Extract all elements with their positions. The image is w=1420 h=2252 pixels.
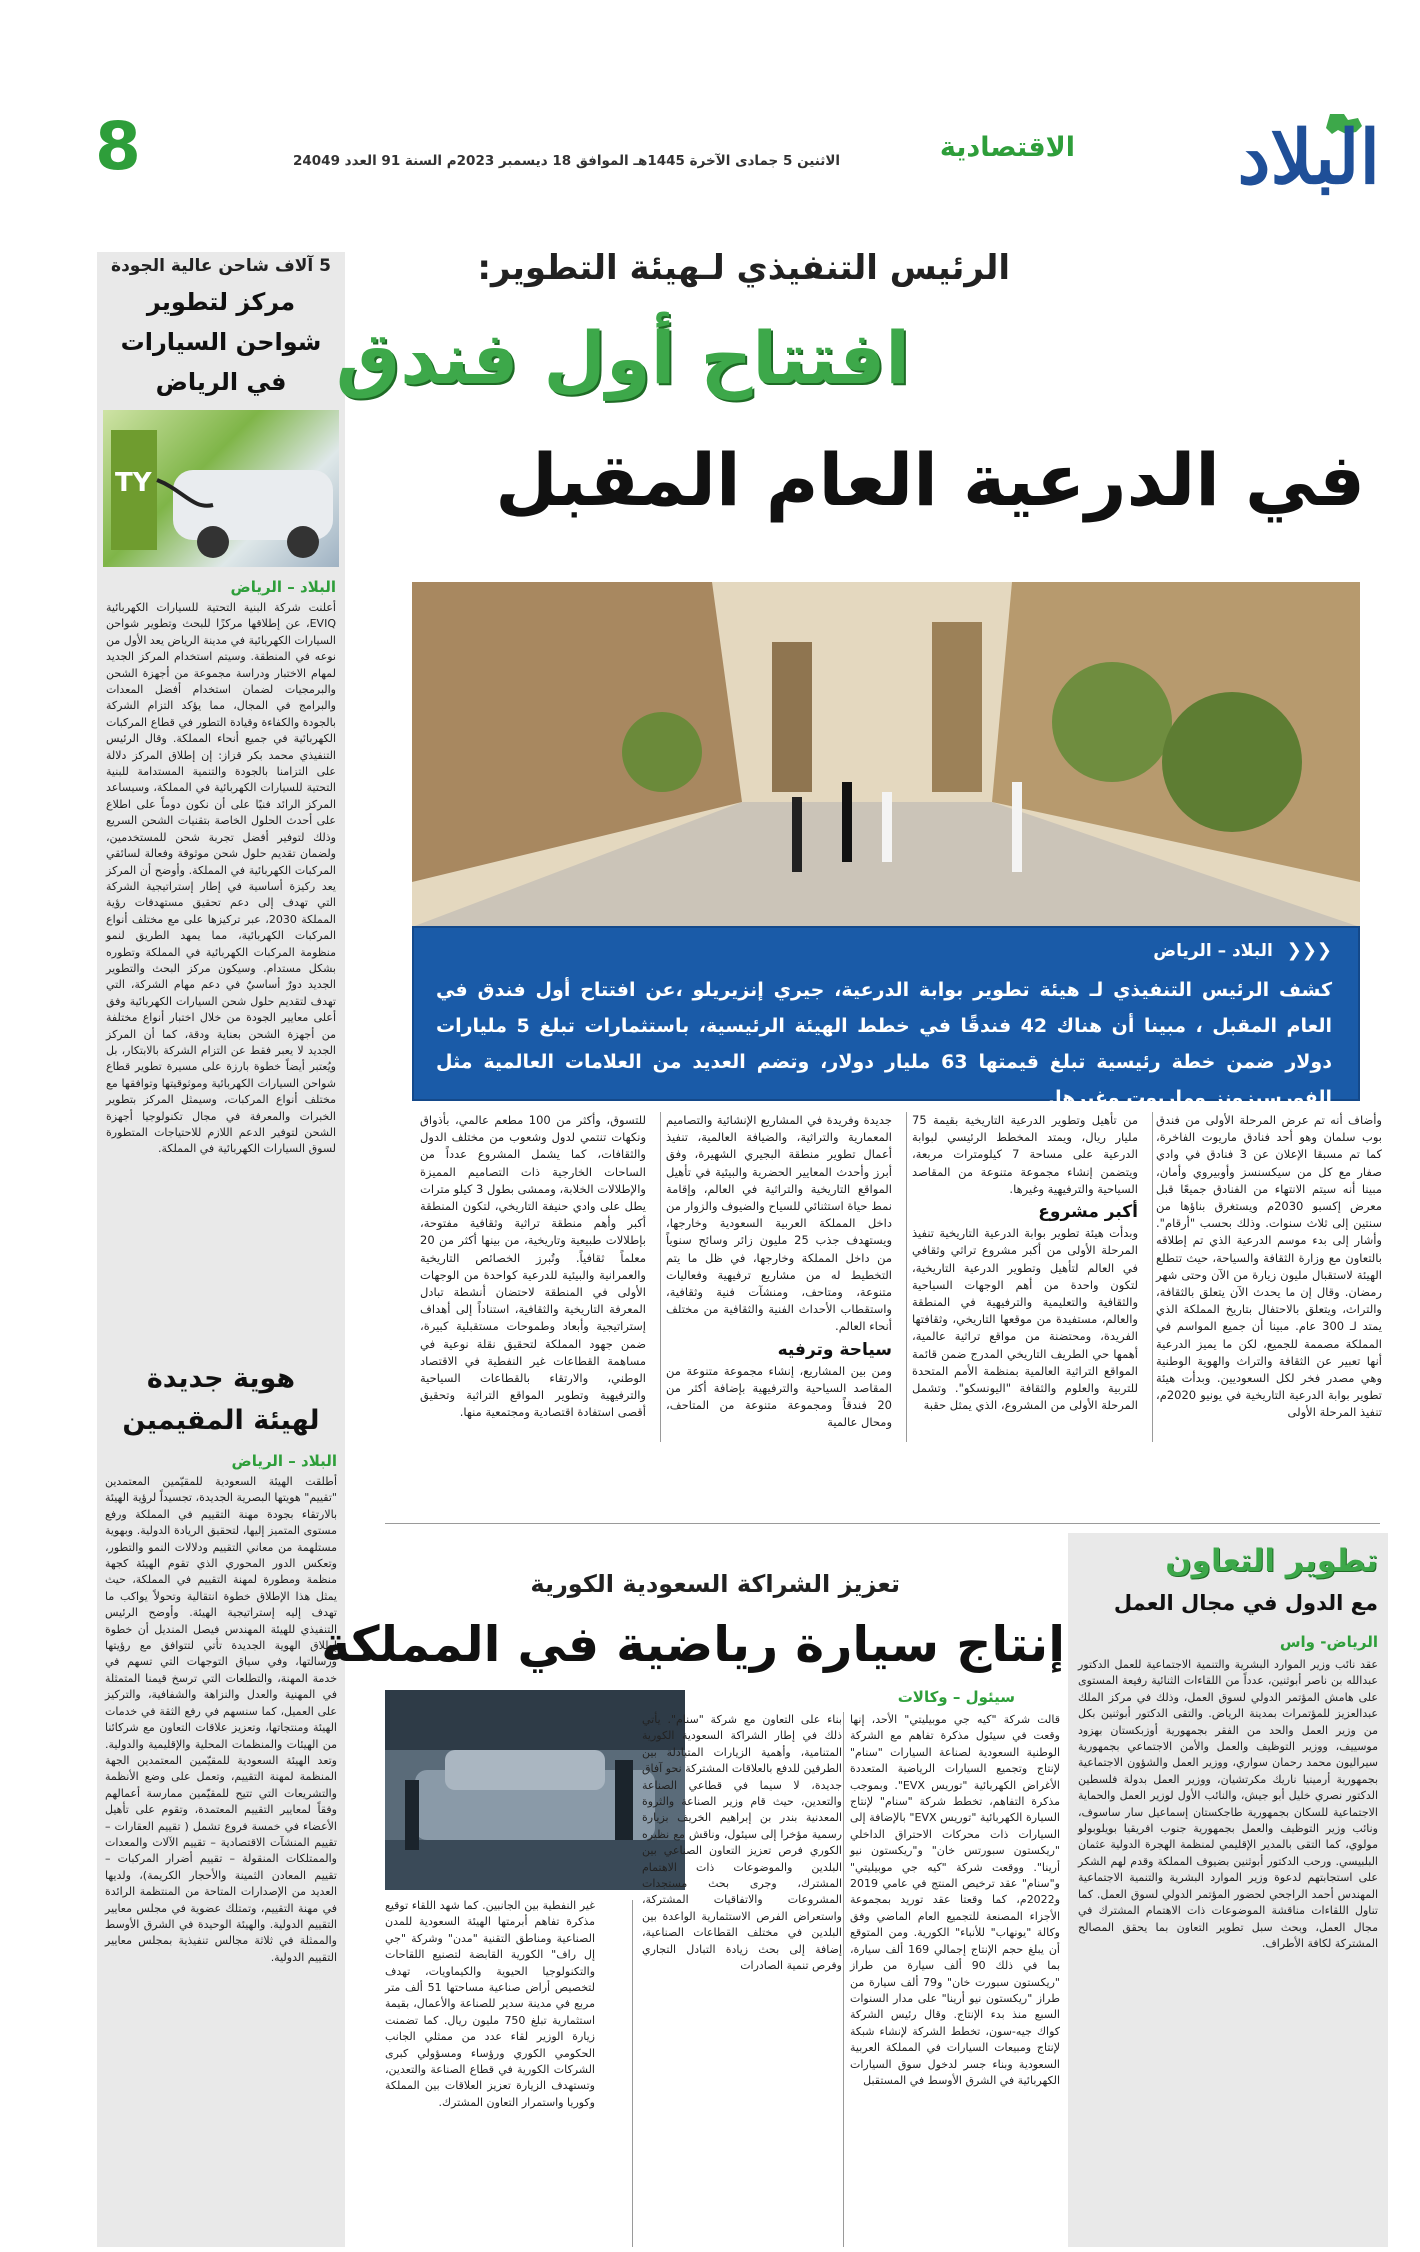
- diriyah-street-icon: [412, 582, 1360, 927]
- lead-headline-2: في الدرعية العام المقبل: [495, 438, 1365, 522]
- lead-col-2-text-a: من تأهيل وتطوير الدرعية التاريخية بقيمة 75 مليار ريال، ويمتد المخطط الرئيسي لبوابة الدرعية على مساحة 7 كيلومترات مربعة، ويتضمن إنشاء مجموعة متنوعة من المقاصد السياحية والترفيهية وغيرها.: [912, 1113, 1138, 1196]
- car-col-2: [642, 1712, 842, 1978]
- column-divider: [632, 1900, 633, 2247]
- lead-col-3-text-b: ومن بين المشاريع، إنشاء مجموعة متنوعة من المقاصد السياحية والترفيهية بإضافة أكثر من 20 فندقاً ومجموعة متنوعة من المتاحف، ومحال عالمية: [666, 1363, 892, 1430]
- car-factory-icon: [385, 1690, 685, 1890]
- labor-body: عقد نائب وزير الموارد البشرية والتنمية الاجتماعية للعمل الدكتور عبدالله بن ناصر أبوثنين، عدداً من اللقاءات الثنائية رفيعة المستوى على هامش المؤتمر الدولي لسوق العمل، وذلك في مركز الملك عبدالعزيز للمؤتمرات بمدينة الرياض. والتقى الدكتور أبوثنين بكل من وزير العمل والحد من الفقر بجمهورية أوزبكستان بهزود موسييف، ووزير التوظيف والعمل والأمن الاجتماعي بجمهورية سيراليون محمد رحمان سواري، ووزير العمل والشؤون الاجتماعية بجمهورية أرمينيا ناريك مكرتشيان، ووزير العمل بدولة فلسطين الدكتور نصري خليل أبو جيش، والنائب الأول لوزير العمل والحماية الاجتماعية للسكان بجمهورية طاجكستان إسماعيل سار ساسوف، ونائب وزير التوظيف والعمل بجمهورية جنوب افريقيا بويلوبولو مولوي، كما التقى بالمدير الإقليمي لمنظمة الهجرة الدولية عثمان البلبيسي. ورحب الدكتور أبوثنين بضيوف المملكة وقدم لهم الشكر على استجابتهم لدعوة وزير الموارد البشرية والتنمية الاجتماعية المهندس أحمد الراجحي لحضور المؤتمر الدولي لسوق العمل. كما تناول اللقاءات مناقشة الموضوعات ذات الاهتمام المشترك في مجال العمل، وبحث سبل تطوير التعاون بما يحقق المصالح المشتركة لكافة الأطراف.: [1078, 1658, 1378, 1950]
- lead-col-3-text-a: جديدة وفريدة في المشاريع الإنشائية والتصاميم المعمارية والتراثية، والضيافة العالمية، تنفيذ أعمال تطوير منطقة البجيري الشهيرة، وفق أبرز وأحدث المعايير الحضرية والبيئية في تأهيل المواقع التاريخية والتراثية في العالم، وإقامة نمط حياة استثنائي للسياح والضيوف والزوار من داخل المملكة العربية السعودية وخارجها، ويستهدف جذب 25 مليون زائر وسائح سنوياً من داخل المملكة وخارجها، في ظل ما يتم التخطيط له من مشاريع ترفيهية وفعاليات متنوعة، ومتاحف، ومنشآت فنية وثقافية، واستقطاب الأحداث الفنية والثقافية من مختلف أنحاء العالم.: [666, 1113, 892, 1334]
- labor-headline: تطوير التعاون: [1165, 1543, 1378, 1579]
- lead-headline-1: افتتاح أول فندق: [335, 316, 910, 400]
- car-headline: إنتاج سيارة رياضية في المملكة: [321, 1616, 1065, 1673]
- labor-byline: الرياض- واس: [1279, 1633, 1378, 1651]
- lead-col-4-text: للتسوق، وأكثر من 100 مطعم عالمي، بأذواق ونكهات تنتمي لدول وشعوب من مختلف الدول والثقافات، كما يشمل المشروع عدداً من الساحات الخارجية ذات التصاميم المميزة والإطلالات الخلابة، وممشى بطول 3 كيلو مترات يطل على وادي حنيفة التاريخي، لتكون المنطقة أكبر وأهم منطقة تراثية وثقافية مفتوحة، بإطلالات طبيعية وتاريخية، من بينها أكثر من 20 معلماً ثقافياً. وتُبرز الخصائص التاريخية والعمرانية والبيئية للدرعية كواحدة من الوجهات الأولى في المنطقة لاحتضان أنشطة تبادل المعرفة التاريخية والثقافية، استناداً إلى أهداف إستراتيجية وأبعاد وطموحات مستقبلية كبيرة، ضمن جهود المملكة لتحقيق نقلة نوعية في مساهمة القطاعات غير النفطية في الاقتصاد الوطني، والارتقاء بالقطاعات السياحية والترفيهية وتطوير المواقع التراثية وتحقيق أقصى استفادة اقتصادية ومجتمعية منها.: [420, 1113, 646, 1420]
- identity-headline-2: لهيئة المقيمين: [122, 1405, 320, 1436]
- car-byline: سيئول – وكالات: [897, 1688, 1015, 1706]
- lead-col-2-subhead: أكبر مشروع: [1038, 1202, 1138, 1223]
- ev-body: [106, 578, 336, 1158]
- lead-kicker: الرئيس التنفيذي لـهيئة التطوير:: [477, 248, 1010, 288]
- column-divider: [843, 1712, 844, 2247]
- identity-story: [105, 1358, 337, 1966]
- lead-col-4: [420, 1112, 646, 1425]
- lead-summary: كشف الرئيس التنفيذي لـ هيئة تطوير بوابة الدرعية، جيري إنزيريلو ،عن افتتاح أول فندق في العام المقبل ، مبينا أن هناك 42 فندقًا في خطط الهيئة الرئيسية، باستثمارات تبلغ 5 مليارات دولار ضمن خطة رئيسية تبلغ قيمتها 63 مليار دولار، وتضم العديد من العلامات العالمية مثل الفورسيزونز وماريوت وغيرها.: [436, 979, 1332, 1109]
- logo-text: البلاد: [1237, 115, 1380, 201]
- lead-col-3: [666, 1112, 892, 1435]
- lead-col-1: [1156, 1112, 1382, 1425]
- car-photo: [385, 1690, 685, 1890]
- car-col-1-text: قالت شركة "كيه جي موبيليتي" الأحد، إنها وقعت في سيئول مذكرة تفاهم مع الشركة الوطنية السعودية لصناعة السيارات "سنام" لإنتاج وتجميع السيارات الرياضية المتعددة الأغراض الكهربائية "توريس EVX". وبموجب مذكرة التفاهم، تخطط شركة "سنام" لإنتاج السيارة الكهربائية "توريس EVX" بالإضافة إلى السيارات ذات محركات الاحتراق الداخلي "ريكستون سبورتس خان" و"ريكستون نيو أرينا". ووقعت شركة "كيه جي موبيليتي" و"سنام" عقد ترخيص المنتج في عامي 2019 و2022م، كما وقعتا عقد توريد بمجموعة الأجزاء المصنعة للتجميع العام الماضي وفق وكالة "يونهاب" للأنباء" الكورية. ومن المتوقع أن يبلغ حجم الإنتاج إجمالي 169 ألف سيارة، بما في ذلك 90 ألف سيارة من طراز "ريكستون سبورت خان" و79 ألف سيارة من طراز "ريكستون نيو أرينا" على مدار السنوات السبع منذ بدء الإنتاج. وقال رئيس الشركة كواك جيه-سون، تخطط الشركة لإنشاء شبكة لإنتاج ومبيعات السيارات في المملكة العربية السعودية وبناء جسر لدخول سوق السيارات الكهربائية في الشرق الأوسط في المستقبل: [850, 1713, 1061, 2087]
- section-divider: [385, 1523, 1380, 1524]
- chevron-icon: ❮❮❮: [1286, 940, 1332, 961]
- ev-byline: البلاد – الرياض: [230, 578, 336, 596]
- masthead: [0, 0, 1420, 200]
- car-col-1: [850, 1712, 1060, 2092]
- lead-summary-box: [412, 926, 1360, 1109]
- lead-byline-text: البلاد – الرياض: [1153, 941, 1273, 961]
- lead-col-2-text-b: وبدأت هيئة تطوير بوابة الدرعية التاريخية تنفيذ المرحلة الأولى من أكبر مشروع تراثي وثقافي في العالم لتأهيل وتطوير الدرعية التاريخية، لتكون واحدة من أهم الوجهات السياحية والثقافية والتعليمية والترفيهية في المنطقة والعالم، مستفيدة من موقعها التاريخي، وثقافتها الفريدة، ومحتضنة من مواقع تراثية عالمية، أهمها حي الطريف التاريخي المدرج ضمن قائمة المواقع التراثية العالمية بمنظمة الأمم المتحدة للتربية والعلوم والثقافة "اليونسكو". وتشمل المرحلة الأولى من المشروع، الذي يمثل حقبة: [912, 1226, 1138, 1413]
- section-name: الاقتصادية: [939, 132, 1075, 163]
- lead-byline: [1153, 940, 1332, 961]
- labor-story: [1068, 1533, 1388, 2247]
- car-col-3-text: غير النفطية بين الجانبين. كما شهد اللقاء توقيع مذكرة تفاهم أبرمتها الهيئة السعودية للمدن الصناعية ومناطق التقنية "مدن" وشركة "جي إل راف" الكورية القابضة لتصنيع اللقاحات والتكنولوجيا الحيوية والكيماويات، تهدف لتخصيص أراض صناعية مساحتها 51 ألف متر مربع في مدينة سدير للصناعة والأعمال، بقيمة استثمارية تبلغ 750 مليون ريال. كما تضمنت زيارة الوزير لقاء عدد من ممثلي الجانب الحكومي الكوري ورؤساء ومسؤولي كبرى الشركات الكورية في قطاع الصناعة والتعدين، وتستهدف الزيارة تعزيز العلاقات بين المملكة وكوريا واستمرار التعاون المشترك.: [385, 1899, 595, 2109]
- lead-col-3-subhead: سياحة وترفيه: [777, 1339, 892, 1360]
- car-col-3: [385, 1898, 595, 2114]
- page-number: 8: [95, 108, 141, 185]
- logo: [1190, 110, 1380, 200]
- car-col-2-text: بناء على التعاون مع شركة "سنام". يأتي ذلك في إطار الشراكة السعودية الكورية المتنامية، وأهمية الزيارات المتبادلة بين الطرفين للدفع بالعلاقات المشتركة نحو آفاق جديدة، لا سيما في قطاعي الصناعة والتعدين، حيث قام وزير الصناعة والثروة المعدنية بندر بن إبراهيم الخريف بزيارة رسمية مؤخرا إلى سيئول، وناقش مع نظيره الكوري فرص تعزيز التعاون الصناعي بين البلدين والموضوعات ذات الاهتمام المشترك، وجرى بحث مستجدات المشروعات والاتفاقيات المشتركة، واستعراض الفرص الاستثمارية الواعدة بين البلدين في مختلف القطاعات الصناعية، إضافة إلى بحث زيادة التبادل التجاري وفرص تنمية الصادرات: [642, 1713, 842, 1973]
- column-divider: [660, 1112, 661, 1442]
- ev-story: [105, 256, 337, 402]
- lead-photo: [412, 582, 1360, 927]
- ev-body-text: أعلنت شركة البنية التحتية للسيارات الكهربائية EVIQ، عن إطلاقها مركزًا للبحث وتطوير شواحن السيارات الكهربائية في مدينة الرياض يعد الأول من نوعه في المنطقة. وسيتم استخدام المركز الجديد لمهام الاختبار ودراسة مجموعة من أجهزة الشحن والبرمجيات لضمان استخدام أفضل المعدات والبرامج في المجال، مما يؤكد التزام الشركة بالجودة والكفاءة وقيادة التطور في قطاع المركبات الكهربائية في جميع أنحاء المملكة. وقال الرئيس التنفيذي محمد بكر قزاز: إن إطلاق المركز دلالة على التزامنا بالجودة والتنمية المستدامة للبنية التحتية للسيارات الكهربائية في المملكة، وسيساعد المركز الرائد فنيًا على أن نكون دوماً على اطلاع على أحدث الحلول الخاصة بتقنيات الشحن السريع وذلك لتوفير أفضل تجربة شحن للمستخدمين، ولضمان تقديم حلول شحن موثوقة وفعالة لسائقي المركبات الكهربائية في المملكة. وأوضح أن المركز يعد ركيزة أساسية في إطار إستراتيجية الشركة التي تهدف إلى دعم تحقيق مستهدفات رؤية المملكة 2030، عبر تركيزها على مع مختلف أنواع المركبات الكهربائية، مما يمهد الطريق لنمو منظومة المركبات الكهربائية في المملكة وتطوره بشكل مستدام. وسيكون مركز البحث والتطوير الجديد دورٌ أساسيٌ في دعم مهام الشركة، التي تهدف لتقديم حلول شحن السيارات الكهربائية وفق أعلى معايير الجودة من خلال اختبار أنواع مختلفة من أجهزة الشحن بعناية ودقة، كما أن المركز الجديد لا يعبر فقط عن التزام الشركة بالابتكار، بل ويُعتبر أيضاً خطوة بارزة على مسيرة تطوير قطاع شواحن السيارات الكهربائية وموثوقيتها وتوافقها مع مختلف أنواع المركبات، وسيمثل المركز بتطوير الخبرات والمعرفة في مجال تكنولوجيا أجهزة الشحن لتوفير الدعم اللازم للاحتياجات المتطورة لسوق السيارات الكهربائية في المملكة.: [105, 601, 336, 1156]
- car-kicker: تعزيز الشراكة السعودية الكورية: [530, 1570, 900, 1598]
- column-divider: [1152, 1112, 1153, 1442]
- ev-kicker: 5 آلاف شاحن عالية الجودة: [111, 256, 331, 276]
- dateline: الاثنين 5 جمادى الآخرة 1445هـ الموافق 18 ديسمبر 2023م السنة 91 العدد 24049: [293, 153, 840, 169]
- column-divider: [906, 1112, 907, 1442]
- lead-col-2: [912, 1112, 1138, 1417]
- ev-image: [103, 410, 339, 567]
- identity-byline: البلاد – الرياض: [231, 1452, 337, 1470]
- lead-col-1-text: وأضاف أنه تم عرض المرحلة الأولى من فندق بوب سلمان وهو أحد فنادق ماريوت الفاخرة، كما تم مسبقا الإعلان عن 3 فنادق في وادي صفار مع كل من سيكسنسز وأوبيروي وأمان، مبينا أنه سيتم الانتهاء من الفنادق جميعًا قبل معرض إكسبو 2030م ويستغرق بناؤها من سنتين إلى ثلاث سنوات. وذلك بحسب "أرقام". وأشار إلى بدء موسم الدرعية الذي تم إطلاقه بالتعاون مع وزارة الثقافة والسياحة، حيث تتطلع الهيئة لاستقبال مليون زيارة من الآن وحتى شهر رمضان. وقال إن ما يحدث الآن يتعلق بالثقافة، والتراث، ويتعلق بالاحتفال بتاريخ المملكة الذي يمتد لـ 300 عام. مبينا أن جميع المواسم في المملكة مصممة للجميع، لكن ما يميز الدرعية أنها تعبير عن الثقافة والتراث والهوية الوطنية وهي مصدر فخر لكل السعوديين. وبدأت هيئة تطوير بوابة الدرعية التاريخية في يونيو 2020م، تنفيذ المرحلة الأولى: [1156, 1113, 1383, 1420]
- ev-headline: مركز لتطوير شواحن السيارات في الرياض: [120, 288, 322, 396]
- ev-image-label: TY: [115, 468, 152, 498]
- labor-subhead: مع الدول في مجال العمل: [1113, 1591, 1378, 1615]
- identity-body: أطلقت الهيئة السعودية للمقيّمين المعتمدين "تقييم" هويتها البصرية الجديدة، تجسيداً لرؤية الهيئة بالارتقاء بجودة مهنة التقييم في المملكة ورفع مستوى المتميز إليها، لتحقيق الريادة الدولية. وبهوية مستلهمة من معاني التقييم ودلالات النمو والتطور، وتعكس الدور المحوري الذي تقوم الهيئة كجهة منظمة ومطورة لمهنة التقييم في المملكة، حيث يمثل هذا الإطلاق خطوة انتقالية وتحولاً يواكب ما تهدف إليه إستراتيجية الهيئة. وأوضح الرئيس التنفيذي للهيئة المهندس فيصل المنديل أن خطوة إطلاق الهوية الجديدة تأتي لتتوافق مع رؤيتها ورسالتها، وفي سياق التوجهات التي تسهم في خدمة المهنة، والتطلعات التي ترسخ قيمنا المتمثلة في المهنية والعدل والنزاهة والشفافية، والتركيز على العميل، كما سنسهم في رفع الثقة في خدمات الهيئة ومنتجاتها، وتعزيز علاقات التعاون مع شركائنا من الهيئات والمنظمات المحلية والإقليمية والدولية. وتعد الهيئة السعودية للمقيّمين المعتمدين الجهة المنظمة لمهنة التقييم، وتعمل على وضع الأنظمة والتشريعات التي تتيح للمقيّمين ممارسة أعمالهم وفقاً لمعايير التقييم المعتمدة، وتقوم على تأهيل الأعضاء في خمسة فروع تشمل ( تقييم العقارات – تقييم المنشآت الاقتصادية – تقييم الآلات والمعدات والممتلكات المنقولة – تقييم أضرار المركبات – تقييم المعادن الثمينة والأحجار الكريمة)، ولديها العديد من الإصدارات المتاحة من المنتظمة الرائدة في مهنة التقييم، وتمتلك عضوية في مجلس معايير التقييم الدولية. والهيئة الوحيدة في الشرق الأوسط والممثلة في ثلاثة مجالس تنفيذية بمجلس معايير التقييم الدولية.: [105, 1475, 337, 1964]
- identity-headline-1: هوية جديدة: [146, 1363, 296, 1394]
